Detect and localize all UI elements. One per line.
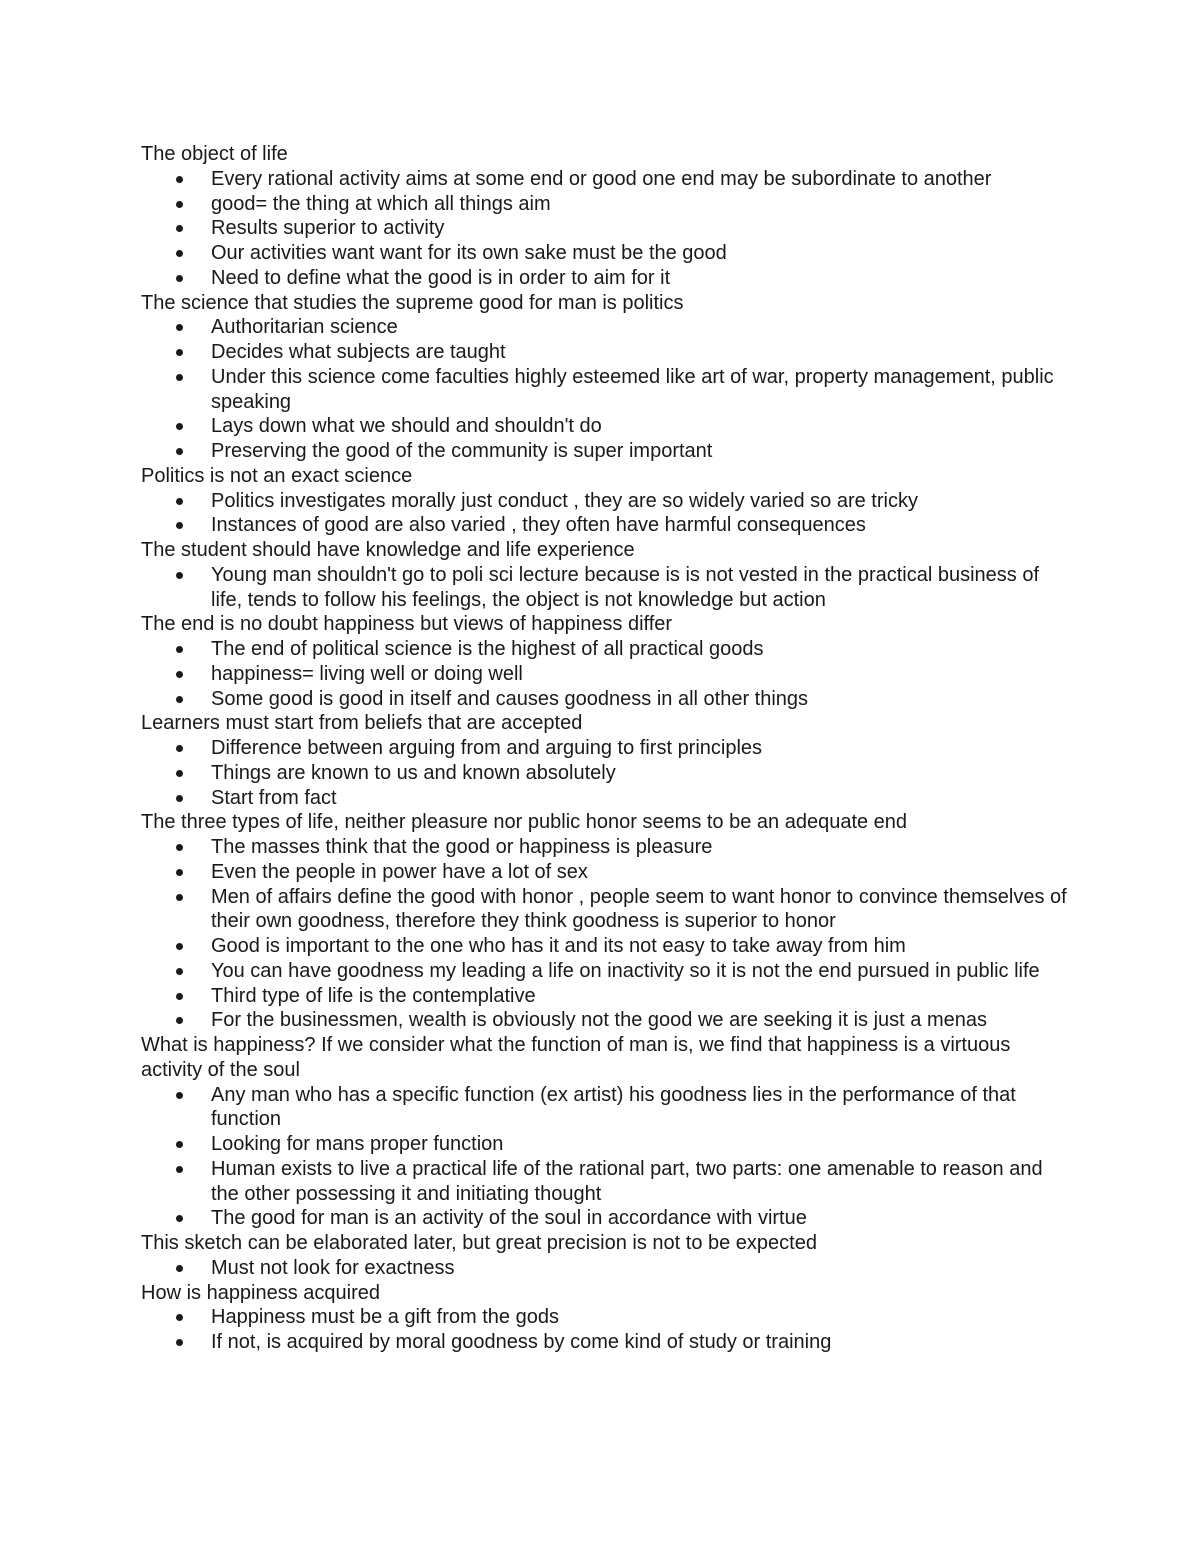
- list-item: [141, 959, 1071, 984]
- list-item: [141, 786, 1071, 811]
- bullet-icon: [176, 968, 183, 975]
- bullet-icon: [176, 993, 183, 1000]
- list-item-text: happiness= living well or doing well: [211, 662, 523, 685]
- list-item: [141, 1083, 1071, 1133]
- section-heading: Learners must start from beliefs that are accepted: [141, 712, 583, 735]
- section-heading: This sketch can be elaborated later, but great precision is not to be expected: [141, 1232, 817, 1254]
- list-item: [141, 414, 1071, 439]
- list-item: [141, 984, 1071, 1009]
- list-item: [141, 1157, 1071, 1207]
- list-item: [141, 315, 1071, 340]
- bullet-list: [141, 1256, 1081, 1281]
- list-item: [141, 513, 1071, 538]
- bullet-icon: [176, 1314, 183, 1321]
- list-item-text: Good is important to the one who has it and its not easy to take away from him: [211, 935, 906, 957]
- bullet-icon: [176, 1092, 183, 1099]
- list-item-text: Looking for mans proper function: [211, 1133, 504, 1155]
- bullet-icon: [176, 1215, 183, 1222]
- list-item: [141, 439, 1071, 464]
- list-item: [141, 340, 1071, 365]
- list-item: [141, 167, 1071, 192]
- list-item-text: Instances of good are also varied , they often have harmful consequences: [211, 514, 866, 537]
- section-heading: What is happiness? If we consider what the function of man is, we find that happiness is a virtuous activity of the soul: [141, 1034, 1011, 1081]
- list-item: [141, 216, 1071, 241]
- list-item-text: Start from fact: [211, 786, 337, 809]
- bullet-icon: [176, 522, 183, 529]
- list-item: [141, 563, 1071, 613]
- list-item-text: Preserving the good of the community is super important: [211, 440, 713, 462]
- bullet-icon: [176, 250, 183, 257]
- document-body: [141, 142, 1081, 1355]
- list-item-text: Decides what subjects are taught: [211, 341, 506, 363]
- list-item-text: Under this science come faculties highly esteemed like art of war, property management, public speaking: [211, 365, 1054, 413]
- bullet-icon: [176, 894, 183, 901]
- bullet-icon: [176, 498, 183, 505]
- list-item-text: Men of affairs define the good with honor , people seem to want honor to convince themselves of their own goodness, therefore they think goodness is superior to honor: [211, 885, 1067, 933]
- section-heading: The science that studies the supreme good for man is politics: [141, 291, 684, 314]
- bullet-list: [141, 489, 1081, 539]
- bullet-icon: [176, 572, 183, 579]
- list-item-text: Our activities want want for its own sake must be the good: [211, 242, 727, 264]
- list-item: [141, 637, 1071, 662]
- bullet-list: [141, 315, 1081, 464]
- list-item-text: For the businessmen, wealth is obviously not the good we are seeking it is just a menas: [211, 1009, 987, 1032]
- list-item: [141, 365, 1071, 415]
- section-heading: Politics is not an exact science: [141, 464, 413, 487]
- list-item-text: Need to define what the good is in order to aim for it: [211, 266, 671, 289]
- list-item: [141, 489, 1071, 514]
- list-item-text: Authoritarian science: [211, 316, 398, 339]
- list-item-text: Every rational activity aims at some end or good one end may be subordinate to another: [211, 167, 992, 190]
- bullet-icon: [176, 770, 183, 777]
- list-item-text: Lays down what we should and shouldn't do: [211, 415, 602, 438]
- list-item: [141, 241, 1071, 266]
- bullet-icon: [176, 696, 183, 703]
- list-item: [141, 761, 1071, 786]
- list-item: [141, 192, 1071, 217]
- bullet-icon: [176, 869, 183, 876]
- list-item: [141, 1305, 1071, 1330]
- bullet-list: [141, 1305, 1081, 1355]
- list-item: [141, 1256, 1071, 1281]
- bullet-list: [141, 167, 1081, 291]
- bullet-icon: [176, 1339, 183, 1346]
- list-item: [141, 1132, 1071, 1157]
- bullet-icon: [176, 844, 183, 851]
- list-item-text: If not, is acquired by moral goodness by come kind of study or training: [211, 1331, 832, 1353]
- list-item: [141, 687, 1071, 712]
- list-item: [141, 885, 1071, 935]
- section-heading: The student should have knowledge and life experience: [141, 539, 635, 561]
- bullet-icon: [176, 745, 183, 752]
- list-item-text: Things are known to us and known absolutely: [211, 761, 616, 784]
- list-item: [141, 662, 1071, 687]
- bullet-icon: [176, 646, 183, 653]
- bullet-list: [141, 835, 1081, 1033]
- bullet-icon: [176, 275, 183, 282]
- list-item-text: Some good is good in itself and causes goodness in all other things: [211, 687, 809, 710]
- bullet-icon: [176, 795, 183, 802]
- list-item: [141, 1008, 1071, 1033]
- bullet-icon: [176, 943, 183, 950]
- bullet-icon: [176, 1265, 183, 1272]
- list-item-text: Happiness must be a gift from the gods: [211, 1306, 559, 1329]
- bullet-icon: [176, 423, 183, 430]
- bullet-icon: [176, 1166, 183, 1173]
- list-item-text: good= the thing at which all things aim: [211, 192, 551, 215]
- list-item-text: Difference between arguing from and arguing to first principles: [211, 737, 763, 759]
- bullet-icon: [176, 671, 183, 678]
- section-heading: The end is no doubt happiness but views of happiness differ: [141, 613, 673, 636]
- list-item-text: You can have goodness my leading a life on inactivity so it is not the end pursued in public life: [211, 959, 1040, 982]
- list-item-text: Politics investigates morally just conduct , they are so widely varied so are tricky: [211, 489, 918, 512]
- bullet-list: [141, 736, 1081, 810]
- section-heading: How is happiness acquired: [141, 1281, 381, 1304]
- bullet-icon: [176, 448, 183, 455]
- bullet-icon: [176, 374, 183, 381]
- list-item: [141, 835, 1071, 860]
- list-item-text: Any man who has a specific function (ex artist) his goodness lies in the performance of that function: [211, 1083, 1016, 1131]
- bullet-icon: [176, 225, 183, 232]
- bullet-list: [141, 563, 1081, 613]
- section-heading: The three types of life, neither pleasure nor public honor seems to be an adequate end: [141, 811, 908, 834]
- bullet-icon: [176, 201, 183, 208]
- bullet-icon: [176, 349, 183, 356]
- list-item-text: The good for man is an activity of the soul in accordance with virtue: [211, 1207, 807, 1230]
- list-item: [141, 860, 1071, 885]
- list-item-text: The masses think that the good or happiness is pleasure: [211, 836, 713, 858]
- list-item: [141, 1206, 1071, 1231]
- bullet-icon: [176, 1141, 183, 1148]
- list-item: [141, 1330, 1071, 1355]
- list-item: [141, 266, 1071, 291]
- bullet-list: [141, 1083, 1081, 1232]
- bullet-icon: [176, 324, 183, 331]
- list-item-text: Human exists to live a practical life of the rational part, two parts: one amenable to reason and the other possessing it and initiating thought: [211, 1157, 1043, 1205]
- bullet-icon: [176, 1017, 183, 1024]
- bullet-list: [141, 637, 1081, 711]
- list-item-text: Even the people in power have a lot of sex: [211, 860, 588, 883]
- list-item-text: Results superior to activity: [211, 217, 445, 240]
- list-item-text: Young man shouldn't go to poli sci lecture because is is not vested in the practical business of life, tends to follow his feelings, the object is not knowledge but action: [211, 563, 1040, 611]
- bullet-icon: [176, 176, 183, 183]
- list-item-text: The end of political science is the highest of all practical goods: [211, 638, 764, 660]
- list-item: [141, 736, 1071, 761]
- section-heading: The object of life: [141, 143, 288, 165]
- list-item-text: Third type of life is the contemplative: [211, 984, 536, 1007]
- list-item-text: Must not look for exactness: [211, 1256, 455, 1279]
- list-item: [141, 934, 1071, 959]
